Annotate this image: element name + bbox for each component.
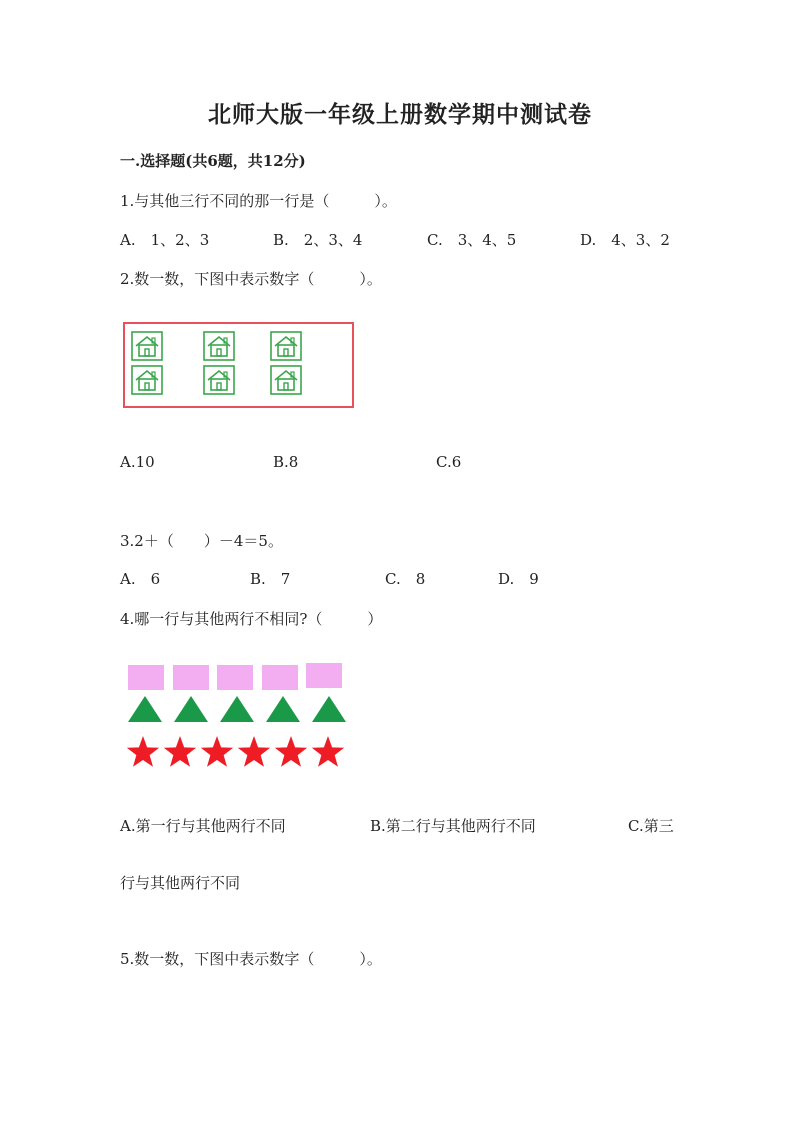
q4-option-c-wrap: 行与其他两行不同 [120, 874, 241, 892]
house-icon [131, 331, 163, 361]
q3-option-a: A. 6 [120, 570, 161, 588]
pink-rectangle [173, 665, 209, 690]
question-2: 2.数一数，下图中表示数字（ ）。 [120, 270, 382, 288]
q4-option-a: A.第一行与其他两行不同 [120, 817, 286, 835]
red-star [237, 736, 271, 768]
pink-rectangle [306, 663, 342, 688]
red-star [163, 736, 197, 768]
house-icon [203, 365, 235, 395]
section-heading: 一.选择题(共6题，共12分) [120, 152, 306, 170]
q3-option-c: C. 8 [385, 570, 426, 588]
q1-option-b: B. 2、3、4 [273, 231, 363, 249]
pink-rectangle [217, 665, 253, 690]
question-1: 1.与其他三行不同的那一行是（ ）。 [120, 192, 397, 210]
house-icon [203, 331, 235, 361]
red-star [200, 736, 234, 768]
q4-option-c: C.第三 [628, 817, 674, 835]
green-triangle [220, 696, 254, 722]
q2-option-c: C.6 [436, 453, 462, 471]
pink-rectangle [262, 665, 298, 690]
shapes-figure [120, 655, 360, 775]
q1-option-d: D. 4、3、2 [580, 231, 670, 249]
green-triangle [174, 696, 208, 722]
question-5: 5.数一数，下图中表示数字（ ）。 [120, 950, 382, 968]
red-star [126, 736, 160, 768]
green-triangle [312, 696, 346, 722]
green-triangle [128, 696, 162, 722]
q3-option-d: D. 9 [498, 570, 539, 588]
red-star [274, 736, 308, 768]
house-icon [131, 365, 163, 395]
houses-figure [123, 322, 354, 408]
q2-option-b: B.8 [273, 453, 299, 471]
q4-option-b: B.第二行与其他两行不同 [370, 817, 536, 835]
question-4: 4.哪一行与其他两行不相同?（ ） [120, 610, 383, 628]
page-title: 北师大版一年级上册数学期中测试卷 [208, 101, 592, 128]
q1-option-a: A. 1、2、3 [120, 231, 210, 249]
pink-rectangle [128, 665, 164, 690]
house-icon [270, 331, 302, 361]
question-3: 3.2＋（ ）－4＝5。 [120, 532, 283, 550]
q2-option-a: A.10 [120, 453, 155, 471]
q1-option-c: C. 3、4、5 [427, 231, 517, 249]
house-icon [270, 365, 302, 395]
red-star [311, 736, 345, 768]
green-triangle [266, 696, 300, 722]
q3-option-b: B. 7 [250, 570, 291, 588]
